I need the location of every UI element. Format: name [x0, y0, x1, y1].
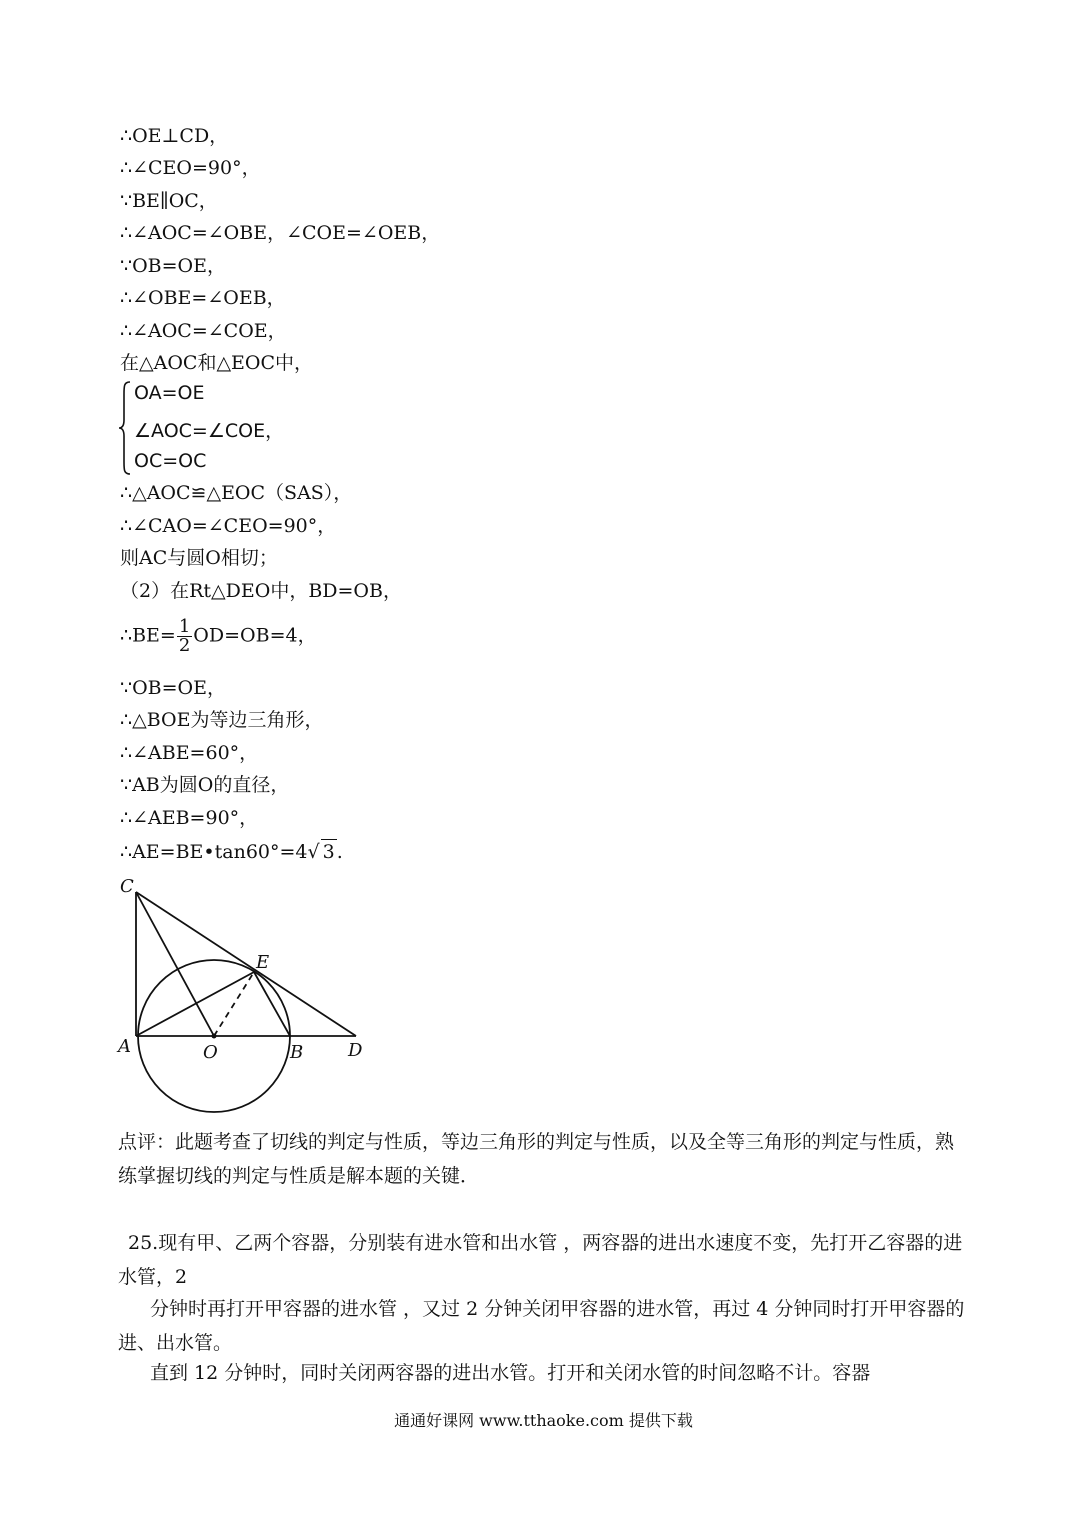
geometry-figure [112, 872, 382, 1117]
solution-line: ∴△BOE为等边三角形， [120, 709, 324, 731]
solution-line: ∴∠AOC=∠OBE，∠COE=∠OEB， [120, 222, 441, 244]
solution-line: ∵OB=OE， [120, 255, 226, 277]
be-suffix: OD=OB=4， [193, 624, 317, 647]
problem-25-line3: 直到 12 分钟时，同时关闭两容器的进出水管。打开和关闭水管的时间忽略不计。容器 [150, 1362, 871, 1384]
solution-line: ∴OE⊥CD， [120, 125, 229, 147]
left-brace-icon [118, 380, 134, 476]
solution-line: 在△AOC和△EOC中， [120, 352, 314, 374]
solution-line: 则AC与圆O相切； [120, 547, 278, 569]
fraction-denominator: 2 [178, 635, 191, 656]
solution-line: ∵AB为圆O的直径， [120, 774, 290, 796]
fraction-numerator: 1 [178, 616, 191, 637]
system-equation: ∠AOC=∠COE， [134, 420, 285, 442]
solution-line: ∴∠AOC=∠COE， [120, 320, 287, 342]
problem-25-line1: 25.现有甲、乙两个容器，分别装有进水管和出水管 ，两容器的进出水速度不变，先打开乙容器的进水管，2 [118, 1232, 963, 1288]
solution-line: ∴∠AEB=90°， [120, 807, 259, 829]
solution-line: ∴∠CAO=∠CEO=90°， [120, 515, 337, 537]
segment-ae [136, 972, 254, 1036]
center-point-o [212, 1034, 217, 1039]
be-equation [120, 618, 317, 655]
radicand: 3 [322, 841, 335, 863]
segment-oe-dashed [214, 972, 254, 1036]
be-prefix: ∴BE= [120, 624, 176, 647]
page-footer: 通通好课网 www.tthaoke.com 提供下载 [394, 1411, 693, 1430]
solution-line: ∴△AOC≌△EOC（SAS）， [120, 482, 353, 504]
solution-line: ∵OB=OE， [120, 677, 226, 699]
solution-line: ∴∠CEO=90°， [120, 157, 261, 179]
problem-25-line2: 分钟时再打开甲容器的进水管 ，又过 2 分钟关闭甲容器的进水管，再过 4 分钟同时打开甲容器的进、出水管。 [118, 1298, 965, 1354]
solution-line: （2）在Rt△DEO中，BD=OB， [120, 580, 402, 602]
label-b: B [290, 1042, 304, 1063]
label-d: D [348, 1040, 363, 1061]
fraction [177, 618, 192, 655]
label-a: A [118, 1036, 131, 1057]
solution-line: ∵BE∥OC， [120, 190, 218, 212]
solution-line: ∴∠ABE=60°， [120, 742, 259, 764]
ae-prefix: ∴AE=BE•tan60°=4 [120, 841, 308, 863]
sqrt-sign: √ [307, 841, 320, 863]
label-c: C [120, 876, 134, 897]
equation-system [118, 380, 418, 476]
comment-paragraph: 点评：此题考查了切线的判定与性质，等边三角形的判定与性质，以及全等三角形的判定与性质，熟练掌握切线的判定与性质是解本题的关键． [118, 1131, 955, 1187]
system-equation: OA=OE [134, 382, 205, 404]
label-o: O [203, 1042, 218, 1063]
solution-line: ∴∠OBE=∠OEB， [120, 287, 286, 309]
ae-equation [120, 839, 343, 864]
segment-cd [136, 892, 356, 1036]
system-equation: OC=OC [134, 450, 207, 472]
label-e: E [256, 952, 270, 973]
ae-suffix: . [336, 841, 343, 863]
